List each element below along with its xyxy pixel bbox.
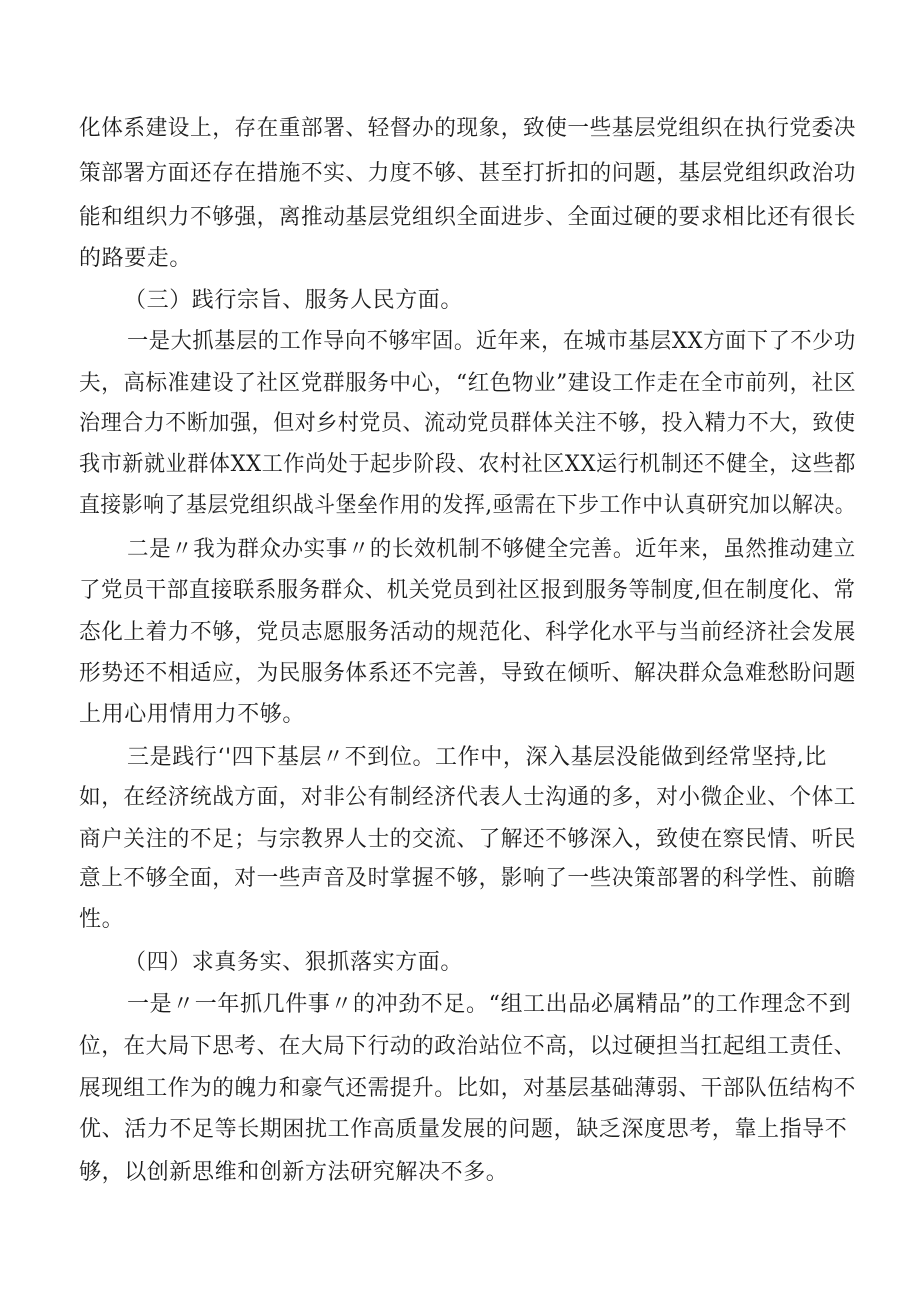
text-line: 的路要走。 (79, 246, 193, 271)
text-line: 一是大抓基层的工作导向不够牢固。近年来，在城市基层XX方面下了不少功 (127, 329, 856, 354)
text-line: 上用心用情用力不够。 (79, 702, 306, 727)
section-heading: （三）践行宗旨、服务人民方面。 (124, 288, 464, 313)
text-line: 态化上着力不够，党员志愿服务活动的规范化、科学化水平与当前经济社会发展 (79, 620, 857, 645)
text-line: 位，在大局下思考、在大局下行动的政治站位不高，以过硬担当扛起组工责任、 (79, 1034, 857, 1059)
text-line: 一是〃一年抓几件事〃的冲劲不足。“组工出品必属精品”的工作理念不到 (127, 992, 852, 1017)
text-line: 我市新就业群体XX工作尚处于起步阶段、农村社区XX运行机制还不健全，这些都 (79, 452, 856, 477)
text-line: 三是践行‘'四下基层〃不到位。工作中，深入基层没能做到经常坚持,比 (127, 745, 827, 770)
text-line: 够，以创新思维和创新方法研究解决不多。 (79, 1160, 509, 1185)
text-line: 性。 (79, 907, 125, 932)
text-line: 策部署方面还存在措施不实、力度不够、甚至打折扣的问题，基层党组织政治功 (79, 161, 857, 186)
text-line: 如，在经济统战方面，对非公有制经济代表人士沟通的多，对小微企业、个体工 (79, 785, 857, 810)
text-line: 能和组织力不够强，离推动基层党组织全面进步、全面过硬的要求相比还有很长 (79, 205, 857, 230)
text-line: 形势还不相适应，为民服务体系还不完善，导致在倾听、解决群众急难愁盼问题 (79, 661, 857, 686)
text-line: 意上不够全面，对一些声音及时掌握不够，影响了一些决策部署的科学性、前瞻 (79, 866, 857, 891)
section-heading: （四）求真务实、狠抓落实方面。 (124, 950, 464, 975)
text-line: 了党员干部直接联系服务群众、机关党员到社区报到服务等制度,但在制度化、常 (79, 578, 856, 603)
text-line: 化体系建设上，存在重部署、轻督办的现象，致使一些基层党组织在执行党委决 (79, 116, 857, 141)
text-line: 夫，高标准建设了社区党群服务中心，“红色物业”建设工作走在全市前列，社区 (79, 371, 857, 396)
text-line: 治理合力不断加强，但对乡村党员、流动党员群体关注不够，投入精力不大，致使 (79, 411, 856, 436)
text-line: 商户关注的不足；与宗教界人士的交流、了解还不够深入，致使在察民情、听民 (79, 827, 857, 852)
text-line: 优、活力不足等长期困扰工作高质量发展的问题，缺乏深度思考，靠上指导不 (79, 1117, 848, 1142)
text-line: 二是〃我为群众办实事〃的长效机制不够健全完善。近年来，虽然推动建立 (127, 537, 856, 562)
text-line: 直接影响了基层党组织战斗堡垒作用的发挥,亟需在下步工作中认真研究加以解决。 (79, 493, 857, 518)
text-line: 展现组工作为的魄力和豪气还需提升。比如，对基层基础薄弱、干部队伍结构不 (79, 1076, 857, 1101)
